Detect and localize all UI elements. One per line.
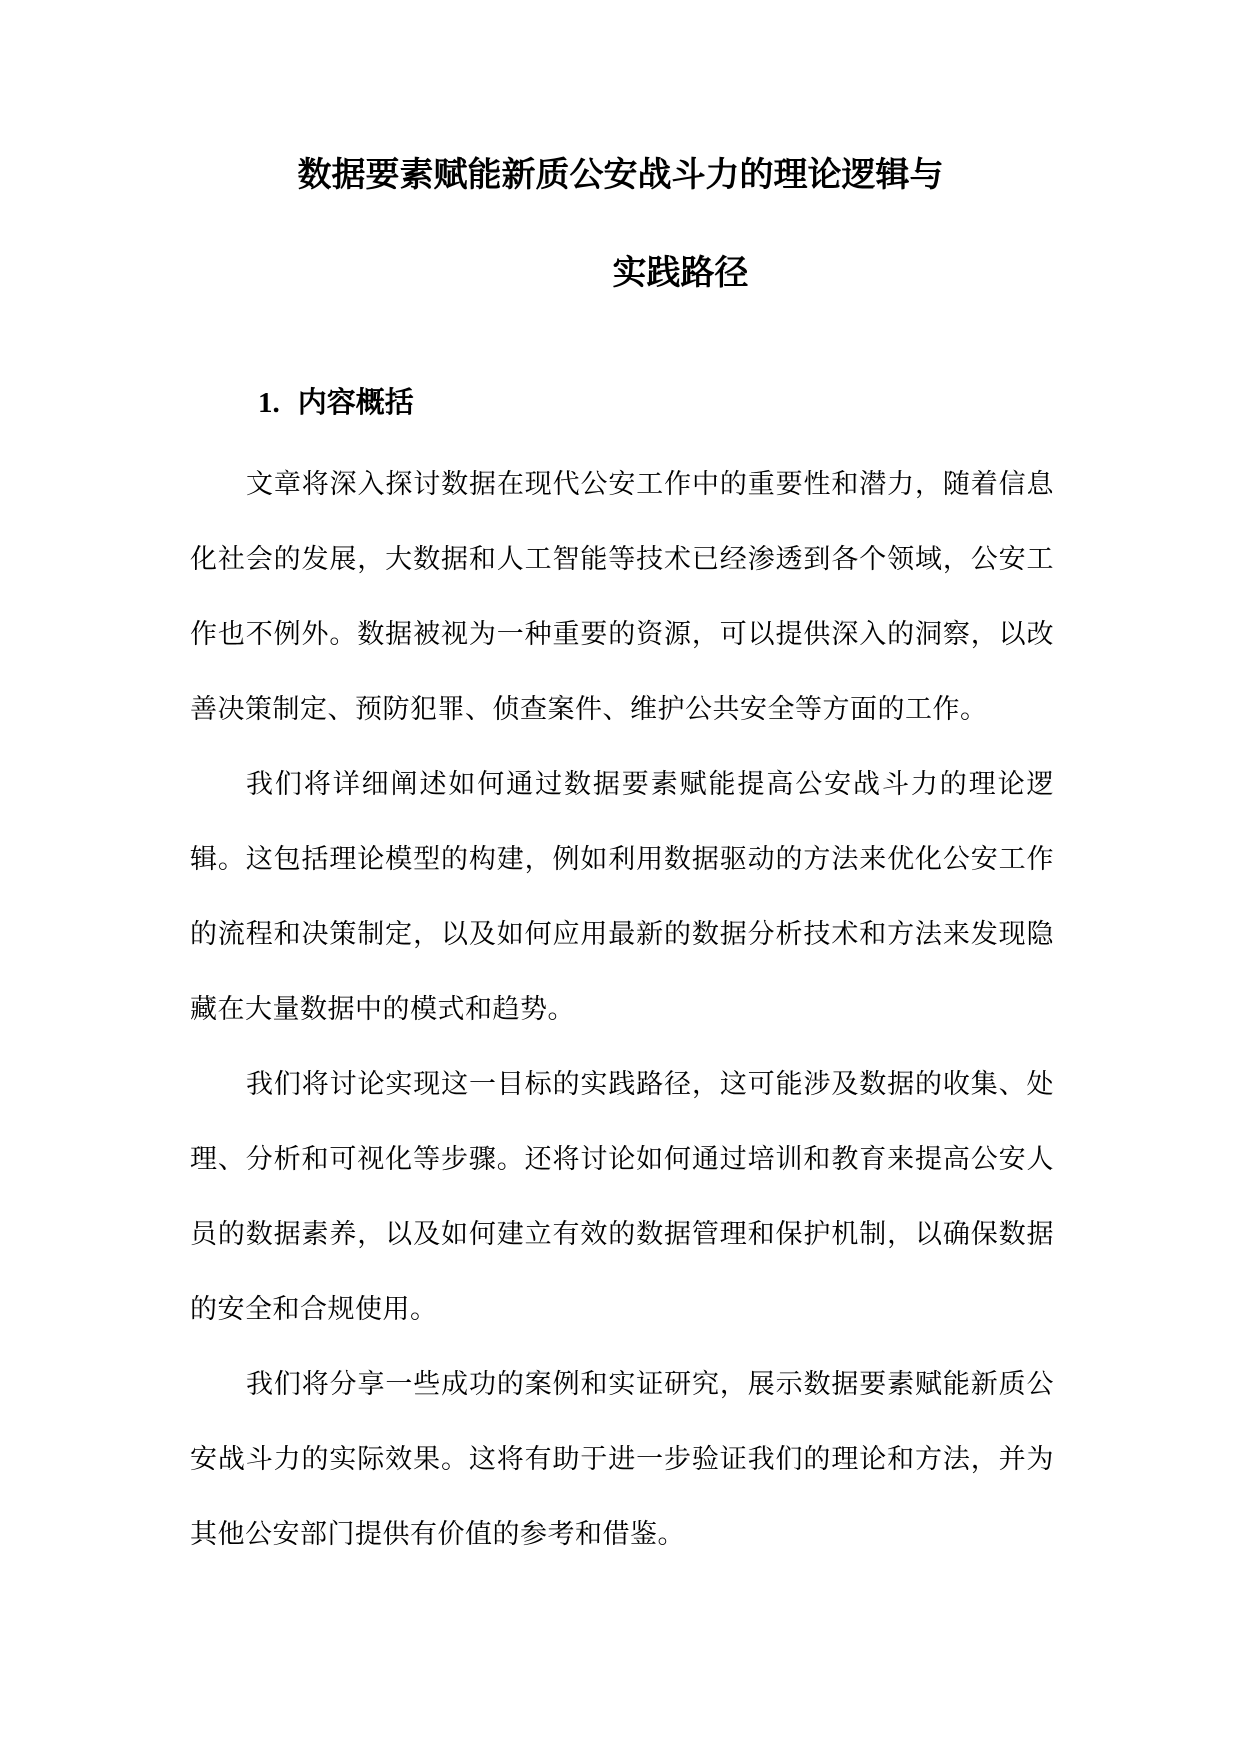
section-title: 内容概括 — [297, 385, 414, 419]
document-title-line-2: 实践路径 — [612, 253, 749, 293]
paragraph-4: 我们将分享一些成功的案例和实证研究，展示数据要素赋能新质公安战斗力的实际效果。这将有助于进一步验证我们的理论和方法，并为其他公安部门提供有价值的参考和借鉴。 — [190, 1369, 1054, 1550]
paragraph-2: 我们将详细阐述如何通过数据要素赋能提高公安战斗力的理论逻辑。这包括理论模型的构建，例如利用数据驱动的方法来优化公安工作的流程和决策制定，以及如何应用最新的数据分析技术和方法来发现隐藏在大量数据中的模式和趋势。 — [190, 769, 1054, 1025]
section-heading — [258, 382, 414, 423]
section-number: 1. — [258, 387, 280, 419]
paragraph-1: 文章将深入探讨数据在现代公安工作中的重要性和潜力，随着信息化社会的发展，大数据和人工智能等技术已经渗透到各个领域，公安工作也不例外。数据被视为一种重要的资源，可以提供深入的洞察，以改善决策制定、预防犯罪、侦查案件、维护公共安全等方面的工作。 — [190, 469, 1054, 725]
paragraph-3: 我们将讨论实现这一目标的实践路径，这可能涉及数据的收集、处理、分析和可视化等步骤。还将讨论如何通过培训和教育来提高公安人员的数据素养，以及如何建立有效的数据管理和保护机制，以确保数据的安全和合规使用。 — [190, 1069, 1054, 1325]
document-title-line-1: 数据要素赋能新质公安战斗力的理论逻辑与 — [297, 155, 944, 195]
